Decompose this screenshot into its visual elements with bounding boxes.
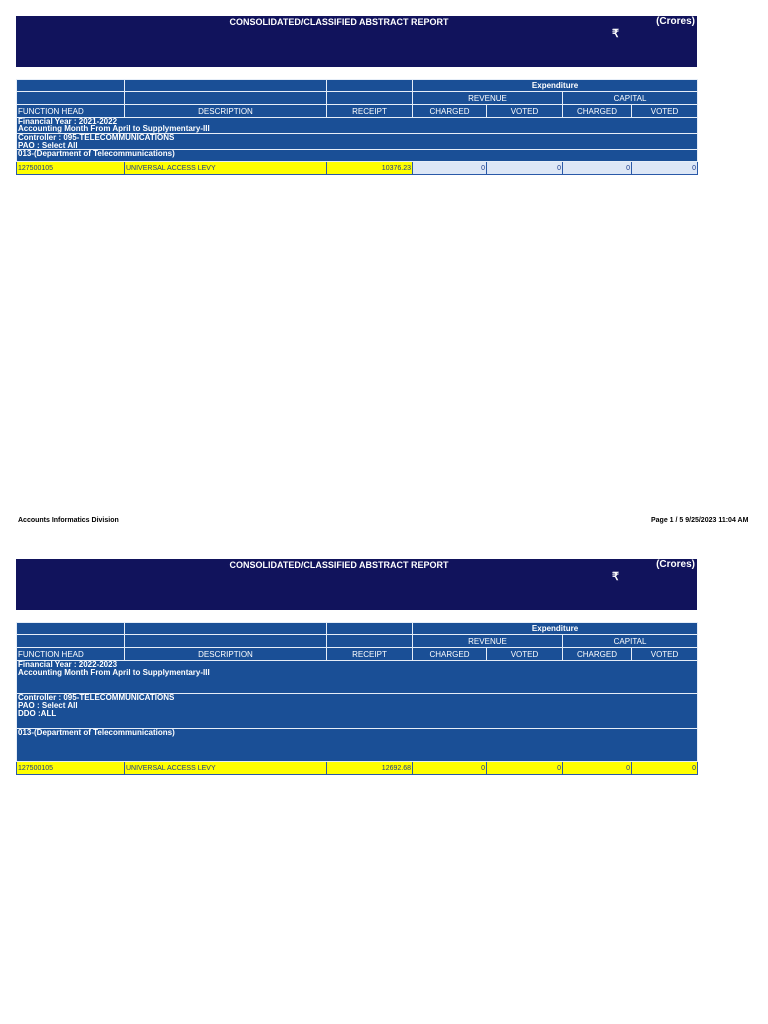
header-blank bbox=[327, 635, 413, 648]
accounting-month: Accounting Month From April to Supplymentary-III bbox=[18, 124, 210, 133]
header-blank bbox=[17, 635, 125, 648]
expenditure-header: Expenditure bbox=[413, 80, 698, 92]
header-blank bbox=[327, 92, 413, 105]
report-title: CONSOLIDATED/CLASSIFIED ABSTRACT REPORT bbox=[229, 560, 449, 570]
page-info: Page 1 / 5 9/25/2023 11:04 AM bbox=[651, 517, 749, 524]
capital-voted-cell: 0 bbox=[632, 762, 698, 775]
table-row bbox=[17, 762, 698, 775]
header-blank bbox=[327, 80, 413, 92]
expenditure-header: Expenditure bbox=[413, 623, 698, 635]
capital-header: CAPITAL bbox=[563, 92, 698, 105]
header-blank bbox=[125, 635, 327, 648]
receipt-header: RECEIPT bbox=[327, 105, 413, 118]
description-header: DESCRIPTION bbox=[125, 105, 327, 118]
controller-info bbox=[17, 694, 698, 729]
receipt-cell: 10376.23 bbox=[327, 162, 413, 175]
revenue-header: REVENUE bbox=[413, 635, 563, 648]
header-blank bbox=[125, 623, 327, 635]
revenue-voted-header: VOTED bbox=[487, 105, 563, 118]
controller-info bbox=[17, 134, 698, 150]
pao: PAO : Select All bbox=[18, 141, 78, 150]
revenue-charged-cell: 0 bbox=[413, 162, 487, 175]
report-banner bbox=[16, 559, 697, 610]
function-head-header: FUNCTION HEAD bbox=[17, 105, 125, 118]
department-info: 013-(Department of Telecommunications) bbox=[17, 150, 698, 162]
controller: Controller : 095-TELECOMMUNICATIONS bbox=[18, 133, 175, 142]
division-label: Accounts Informatics Division bbox=[18, 517, 119, 524]
accounting-month: Accounting Month From April to Supplymentary-III bbox=[18, 668, 210, 677]
capital-charged-header: CHARGED bbox=[563, 648, 632, 661]
description-cell: UNIVERSAL ACCESS LEVY bbox=[125, 762, 327, 775]
financial-year: Financial Year : 2021-2022 bbox=[18, 117, 118, 126]
rupee-icon: ₹ bbox=[612, 571, 619, 583]
abstract-table-2 bbox=[16, 622, 698, 775]
capital-voted-header: VOTED bbox=[632, 105, 698, 118]
financial-year: Financial Year : 2022-2023 bbox=[18, 660, 118, 669]
revenue-charged-header: CHARGED bbox=[413, 648, 487, 661]
header-blank bbox=[125, 92, 327, 105]
receipt-cell: 12692.68 bbox=[327, 762, 413, 775]
header-blank bbox=[17, 80, 125, 92]
description-header: DESCRIPTION bbox=[125, 648, 327, 661]
report-page-1 bbox=[16, 16, 697, 67]
capital-voted-header: VOTED bbox=[632, 648, 698, 661]
revenue-charged-header: CHARGED bbox=[413, 105, 487, 118]
ddo: DDO :ALL bbox=[18, 709, 57, 718]
report-title: CONSOLIDATED/CLASSIFIED ABSTRACT REPORT bbox=[229, 17, 449, 27]
rupee-icon: ₹ bbox=[612, 28, 619, 40]
receipt-header: RECEIPT bbox=[327, 648, 413, 661]
header-blank bbox=[17, 623, 125, 635]
abstract-table-1 bbox=[16, 79, 698, 175]
capital-charged-cell: 0 bbox=[563, 762, 632, 775]
revenue-header: REVENUE bbox=[413, 92, 563, 105]
table-row bbox=[17, 162, 698, 175]
report-page-2 bbox=[16, 559, 697, 610]
header-blank bbox=[327, 623, 413, 635]
pao: PAO : Select All bbox=[18, 701, 78, 710]
revenue-voted-header: VOTED bbox=[487, 648, 563, 661]
capital-voted-cell: 0 bbox=[632, 162, 698, 175]
revenue-voted-cell: 0 bbox=[487, 162, 563, 175]
controller: Controller : 095-TELECOMMUNICATIONS bbox=[18, 693, 175, 702]
function-head-cell: 127500105 bbox=[17, 162, 125, 175]
department-info: 013-(Department of Telecommunications) bbox=[17, 729, 698, 762]
header-blank bbox=[125, 80, 327, 92]
function-head-cell: 127500105 bbox=[17, 762, 125, 775]
function-head-header: FUNCTION HEAD bbox=[17, 648, 125, 661]
financial-year-info bbox=[17, 118, 698, 134]
unit-label: (Crores) bbox=[656, 559, 695, 570]
header-blank bbox=[17, 92, 125, 105]
capital-charged-cell: 0 bbox=[563, 162, 632, 175]
financial-year-info bbox=[17, 661, 698, 694]
revenue-voted-cell: 0 bbox=[487, 762, 563, 775]
capital-charged-header: CHARGED bbox=[563, 105, 632, 118]
unit-label: (Crores) bbox=[656, 16, 695, 27]
report-banner bbox=[16, 16, 697, 67]
capital-header: CAPITAL bbox=[563, 635, 698, 648]
revenue-charged-cell: 0 bbox=[413, 762, 487, 775]
description-cell: UNIVERSAL ACCESS LEVY bbox=[125, 162, 327, 175]
